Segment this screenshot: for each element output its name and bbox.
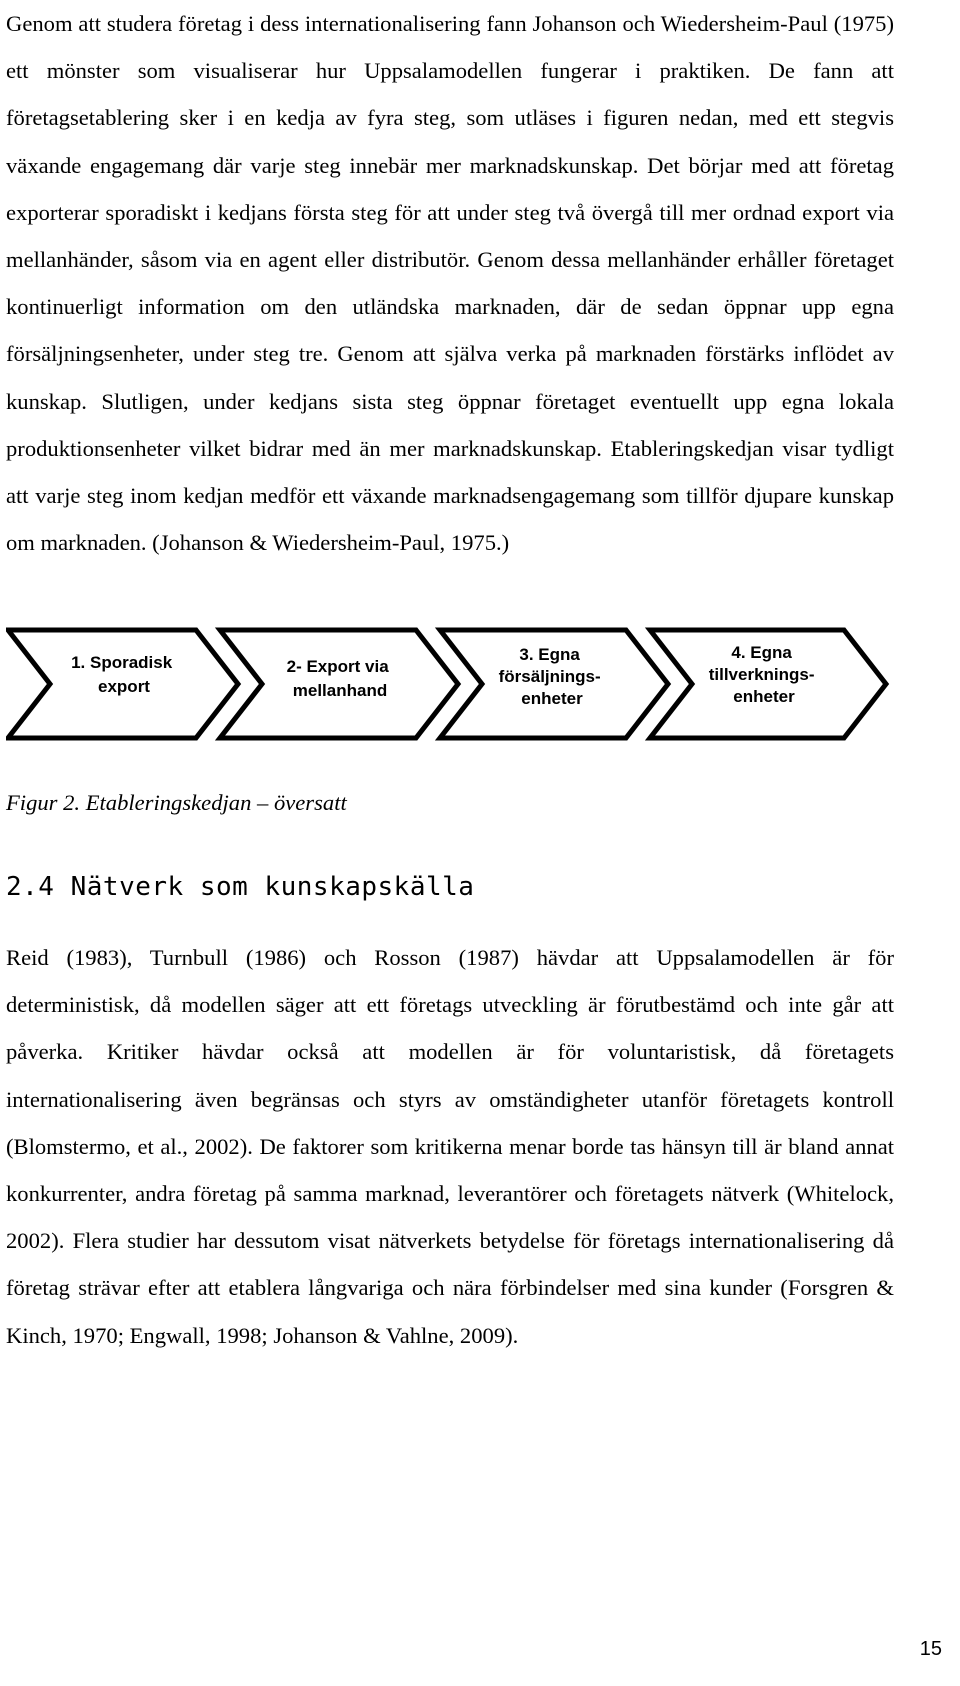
figure-caption: Figur 2. Etableringskedjan – översatt <box>6 790 347 815</box>
step-2-label: 2- Export via mellanhand <box>286 657 389 700</box>
section-heading: 2.4 Nätverk som kunskapskälla <box>6 872 475 902</box>
step-3-label: 3. Egna försäljnings- enheter <box>498 645 601 708</box>
establishment-chain-figure <box>6 622 894 762</box>
body-paragraph-2: Reid (1983), Turnbull (1986) och Rosson (1987) hävdar att Uppsalamodellen är för deterministisk, då modellen säger att ett företags utveckling är förutbestämd och inte går att påverka. Kritiker hävdar också att modellen är för voluntaristisk, då företagets internationalisering även begränsas och styrs av omständigheter utanför företagets kontroll (Blomstermo, et al., 2002). De faktorer som kritikerna menar borde tas hänsyn till är bland annat konkurrenter, andra företag på samma marknad, leverantörer och företagets nätverk (Whitelock, 2002). Flera studier har dessutom visat nätverkets betydelse för företags internationalisering då företag strävar efter att etablera långvariga och nära förbindelser med sina kunder (Forsgren & Kinch, 1970; Engwall, 1998; Johanson & Vahlne, 2009). <box>6 945 894 1348</box>
chevron-diagram <box>6 622 894 762</box>
page-number: 15 <box>919 1638 942 1660</box>
step-1-label: 1. Sporadisk export <box>71 653 173 696</box>
step-4-label: 4. Egna tillverknings- enheter <box>708 643 815 706</box>
body-paragraph-1: Genom att studera företag i dess internationalisering fann Johanson och Wiedersheim-Paul (1975) ett mönster som visualiserar hur Uppsalamodellen fungerar i praktiken. De fann att företagsetablering sker i en kedja av fyra steg, som utläses i figuren nedan, med ett stegvis växande engagemang där varje steg innebär mer marknadskunskap. Det börjar med att företag exporterar sporadiskt i kedjans första steg för att under steg två övergå till mer ordnad export via mellanhänder, såsom via en agent eller distributör. Genom dessa mellanhänder erhåller företaget kontinuerligt information om den utländska marknaden, där de sedan öppnar upp egna försäljningsenheter, under steg tre. Genom att själva verka på marknaden förstärks inflödet av kunskap. Slutligen, under kedjans sista steg öppnar företaget eventuellt upp egna lokala produktionsenheter vilket bidrar med än mer marknadskunskap. Etableringskedjan visar tydligt att varje steg inom kedjan medför ett växande marknadsengagemang som tillför djupare kunskap om marknaden. (Johanson & Wiedersheim-Paul, 1975.) <box>6 11 894 556</box>
